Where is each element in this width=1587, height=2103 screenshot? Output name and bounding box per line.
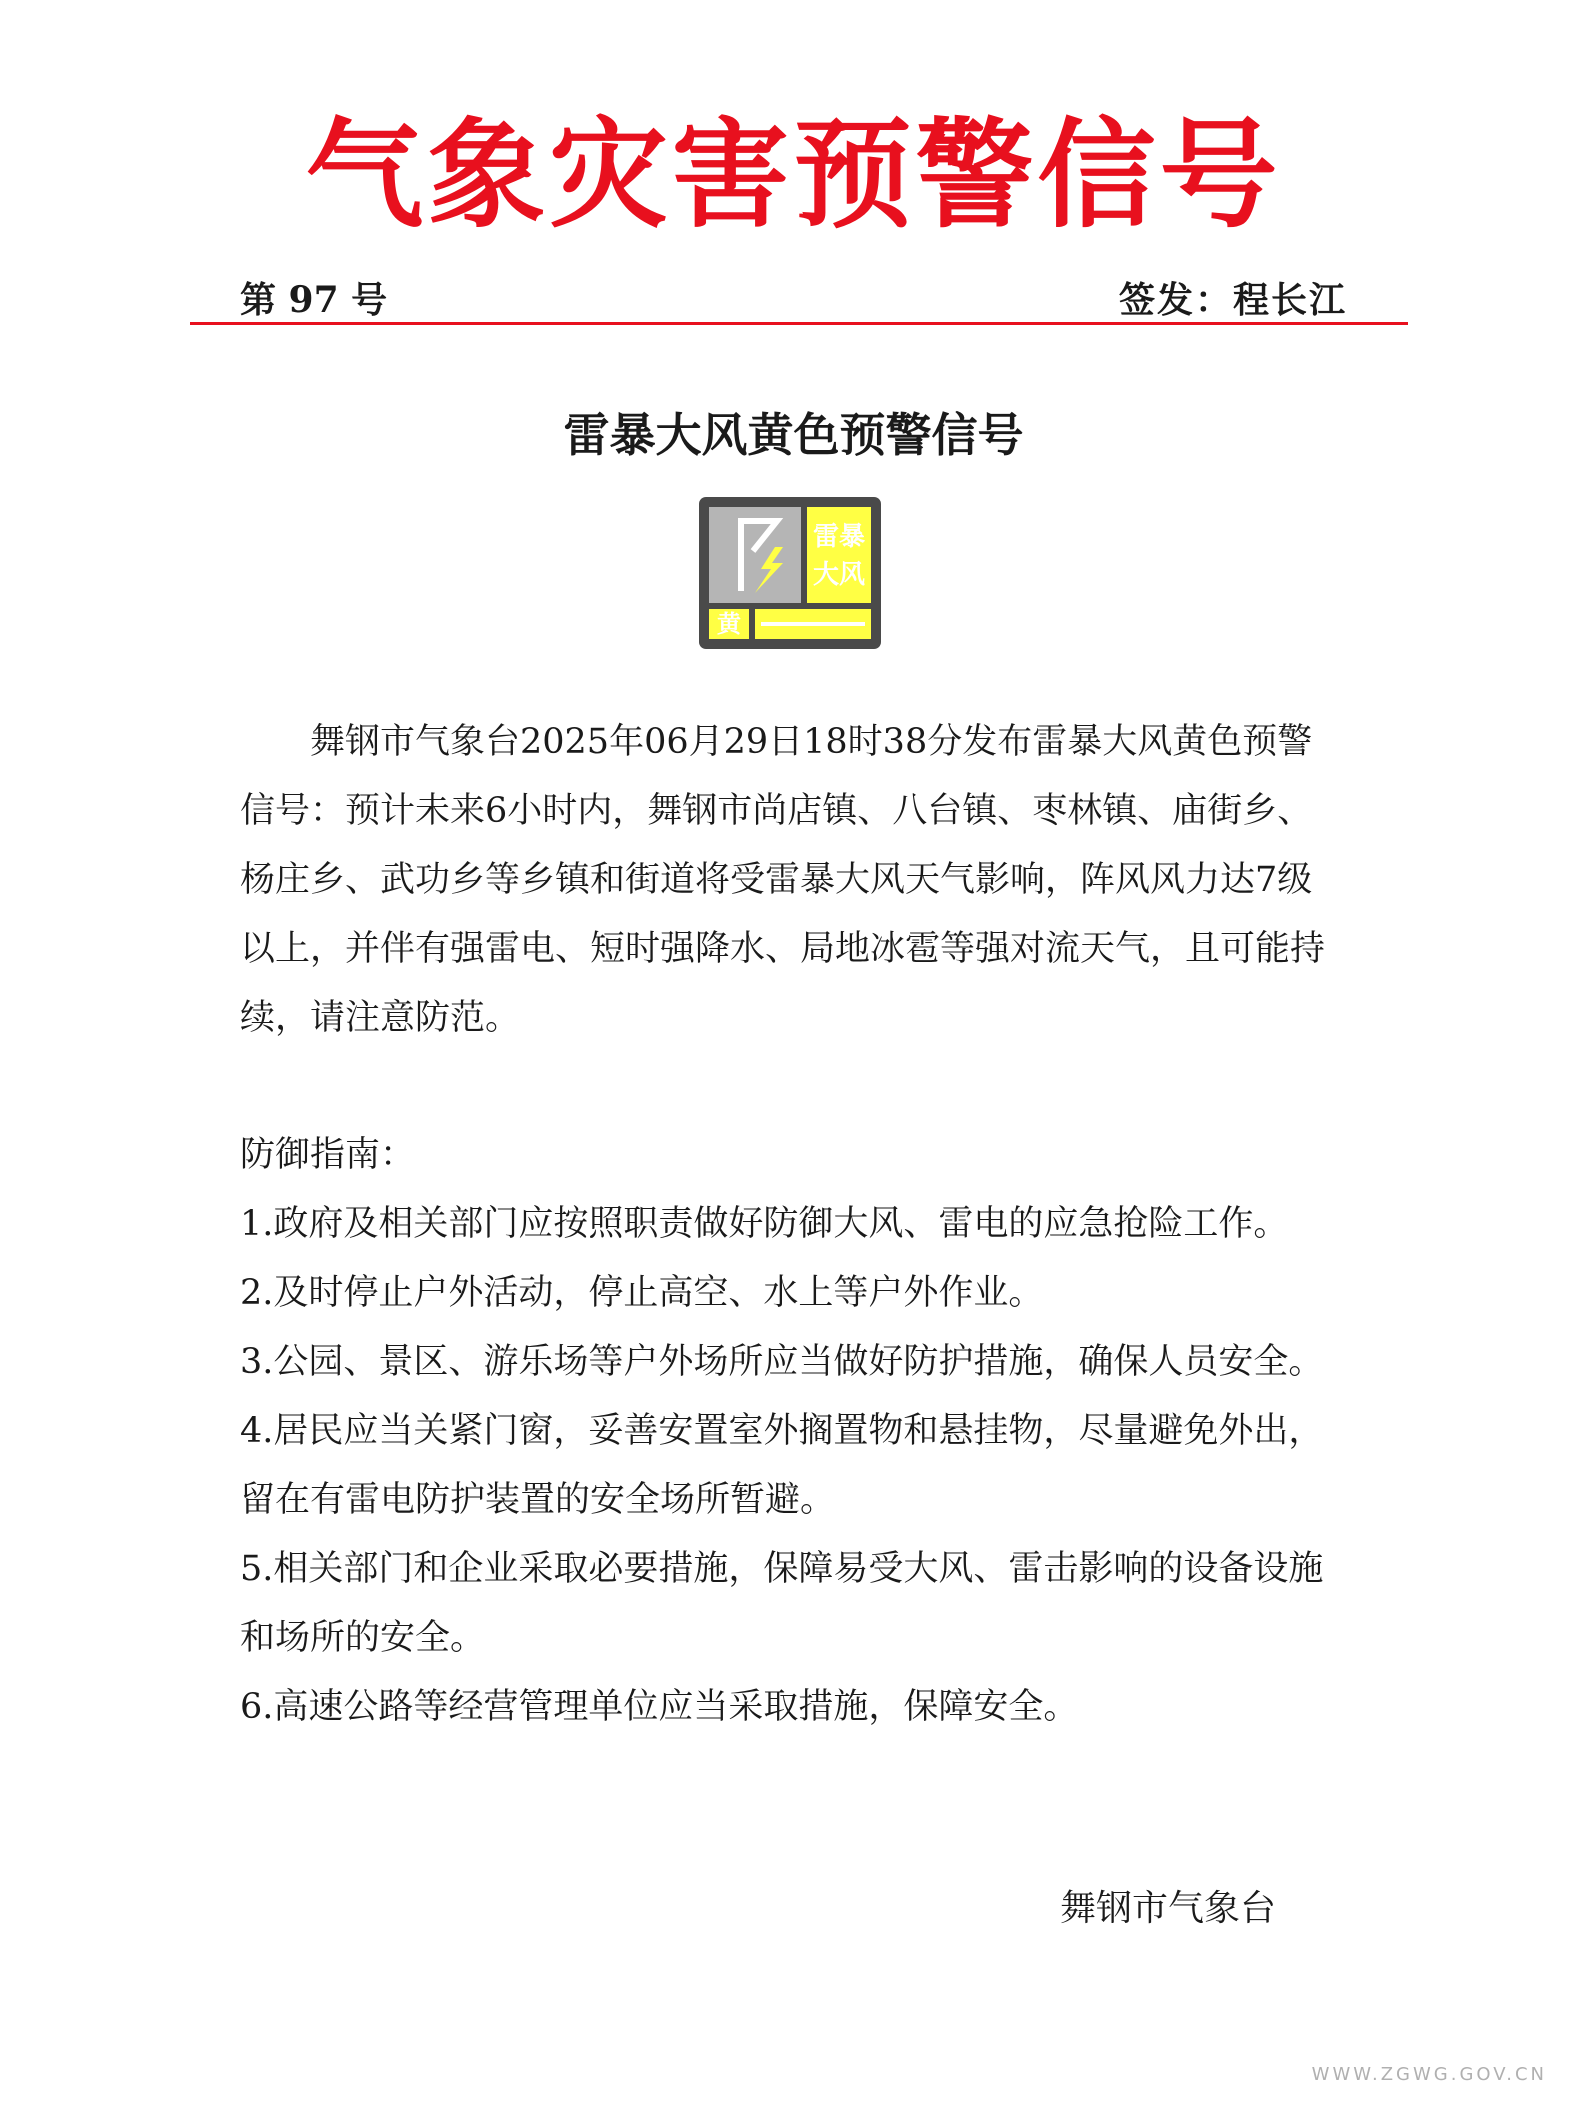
badge-label-line1: 雷暴 xyxy=(812,522,865,552)
badge-grey-panel xyxy=(709,507,801,603)
guide-item: 4.居民应当关紧门窗，妥善安置室外搁置物和悬挂物，尽量避免外出，留在有雷电防护装置的安全场所暂避。 xyxy=(240,1411,1324,1520)
wind-lightning-icon xyxy=(709,507,801,603)
issue-number: 第 97 号 xyxy=(240,279,388,321)
warning-title: 雷暴大风黄色预警信号 xyxy=(563,408,1024,462)
signer: 签发：程长江 xyxy=(1118,279,1347,321)
defense-guide xyxy=(240,1121,1346,1742)
guide-item: 2.及时停止户外活动，停止高空、水上等户外作业。 xyxy=(240,1273,1044,1313)
guide-heading: 防御指南： xyxy=(240,1135,416,1175)
badge-color-char: 黄 xyxy=(717,610,741,638)
badge-label-line2: 大风 xyxy=(812,560,865,590)
thunderstorm-wind-yellow-warning-icon xyxy=(699,497,881,649)
warning-paragraph: 舞钢市气象台2025年06月29日18时38分发布雷暴大风黄色预警信号：预计未来6小时内，舞钢市尚店镇、八台镇、枣林镇、庙街乡、杨庄乡、武功乡等乡镇和街道将受雷暴大风天气影响，阵风风力达7级以上，并伴有强雷电、短时强降水、局地冰雹等强对流天气，且可能持续，请注意防范。 xyxy=(240,722,1326,1038)
header-divider xyxy=(190,322,1408,325)
badge-caption-strip xyxy=(761,619,865,629)
guide-item: 1.政府及相关部门应按照职责做好防御大风、雷电的应急抢险工作。 xyxy=(240,1204,1289,1244)
issuing-organization: 舞钢市气象台 xyxy=(1060,1888,1277,1929)
guide-item: 3.公园、景区、游乐场等户外场所应当做好防护措施，确保人员安全。 xyxy=(240,1342,1324,1382)
guide-item: 5.相关部门和企业采取必要措施，保障易受大风、雷击影响的设备设施和场所的安全。 xyxy=(240,1549,1324,1658)
document-banner-title: 气象灾害预警信号 xyxy=(305,106,1282,244)
watermark: WWW.ZGWG.GOV.CN xyxy=(1311,2064,1547,2085)
guide-item: 6.高速公路等经营管理单位应当采取措施，保障安全。 xyxy=(240,1687,1079,1727)
